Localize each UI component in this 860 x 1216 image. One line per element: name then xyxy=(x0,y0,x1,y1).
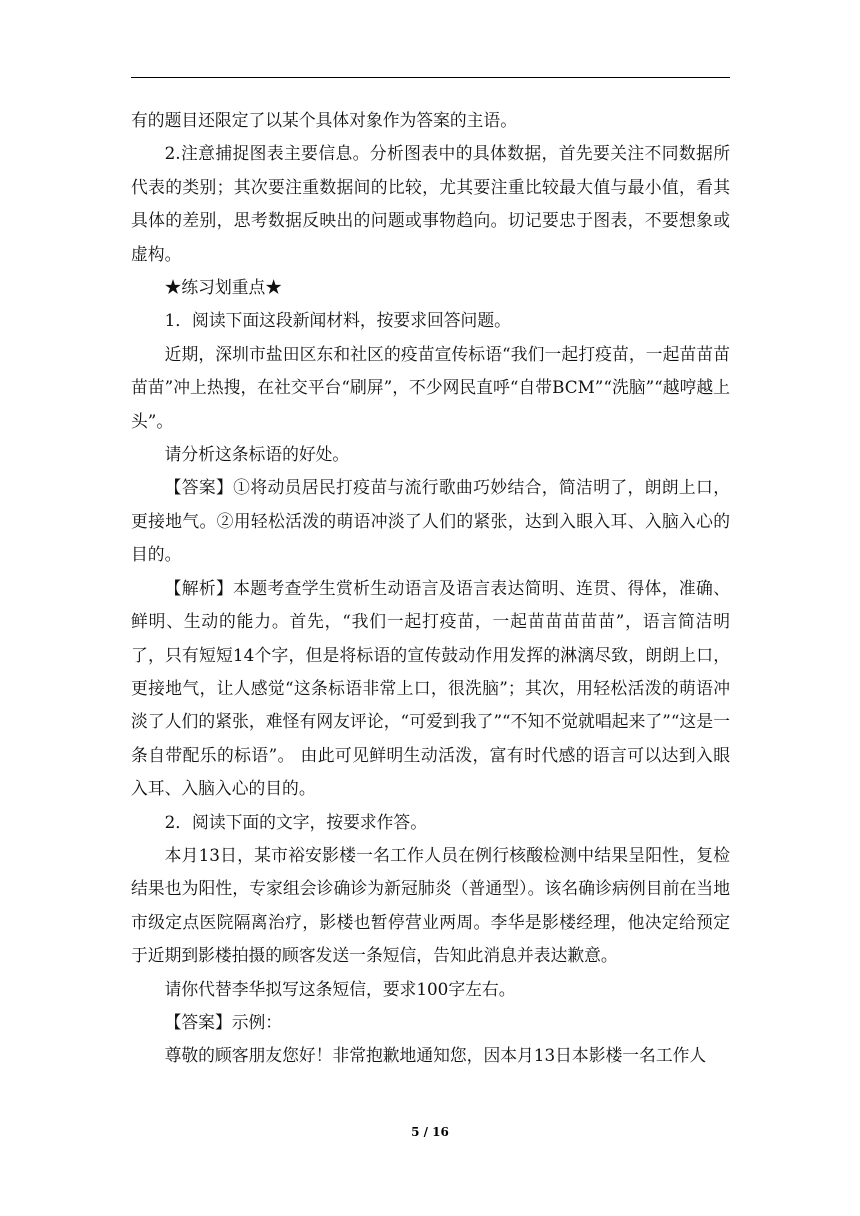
paragraph: 本月13日，某市裕安影楼一名工作人员在例行核酸检测中结果呈阳性，复检结果也为阳性，专家组会诊确诊为新冠肺炎（普通型）。该名确诊病例目前在当地市级定点医院隔离治疗，影楼也暂停营业两周。李华是影楼经理，他决定给预定于近期到影楼拍摄的顾客发送一条短信，告知此消息并表达歉意。 xyxy=(131,844,730,966)
paragraph: 近期，深圳市盐田区东和社区的疫苗宣传标语“我们一起打疫苗，一起苗苗苗苗苗”冲上热搜，在社交平台“刷屏”，不少网民直呼“自带BCM”“洗脑”“越哼越上头”。 xyxy=(131,343,730,431)
paragraph: 请分析这条标语的好处。 xyxy=(164,444,350,465)
section-heading: ★练习划重点★ xyxy=(164,277,283,298)
question-heading: 1．阅读下面这段新闻材料，按要求回答问题。 xyxy=(164,310,511,331)
question-heading: 2．阅读下面的文字，按要求作答。 xyxy=(164,811,427,832)
page-number: 5 / 16 xyxy=(411,1125,449,1139)
answer-paragraph: 【答案】①将动员居民打疫苗与流行歌曲巧妙结合，简洁明了，朗朗上口，更接地气。②用轻松活泼的萌语冲淡了人们的紧张，达到入眼入耳、入脑入心的目的。 xyxy=(131,477,730,565)
answer-paragraph: 【答案】示例： xyxy=(164,1011,283,1032)
analysis-paragraph: 【解析】本题考查学生赏析生动语言及语言表达简明、连贯、得体，准确、鲜明、生动的能力。首先，“我们一起打疫苗，一起苗苗苗苗苗”，语言简洁明了，只有短短14个字，但是将标语的宣传鼓动作用发挥的淋漓尽致，朗朗上口，更接地气，让人感觉“这条标语非常上口，很洗脑”；其次，用轻松活泼的萌语冲淡了人们的紧张，难怪有网友评论，“可爱到我了”“不知不觉就唱起来了”“这是一条自带配乐的标语”。 由此可见鲜明生动活泼，富有时代感的语言可以达到入眼入耳、入脑入心的目的。 xyxy=(131,577,730,799)
document-body xyxy=(131,104,730,1073)
paragraph: 有的题目还限定了以某个具体对象作为答案的主语。 xyxy=(131,110,517,130)
paragraph: 2.注意捕捉图表主要信息。分析图表中的具体数据，首先要关注不同数据所代表的类别；其次要注重数据间的比较，尤其要注重比较最大值与最小值，看其具体的差别，思考数据反映出的问题或事物趋向。切记要忠于图表，不要想象或虚构。 xyxy=(131,143,730,264)
paragraph: 尊敬的顾客朋友您好！非常抱歉地通知您，因本月13日本影楼一名工作人 xyxy=(164,1045,707,1066)
paragraph: 请你代替李华拟写这条短信，要求100字左右。 xyxy=(164,978,516,999)
header-rule xyxy=(131,77,730,78)
